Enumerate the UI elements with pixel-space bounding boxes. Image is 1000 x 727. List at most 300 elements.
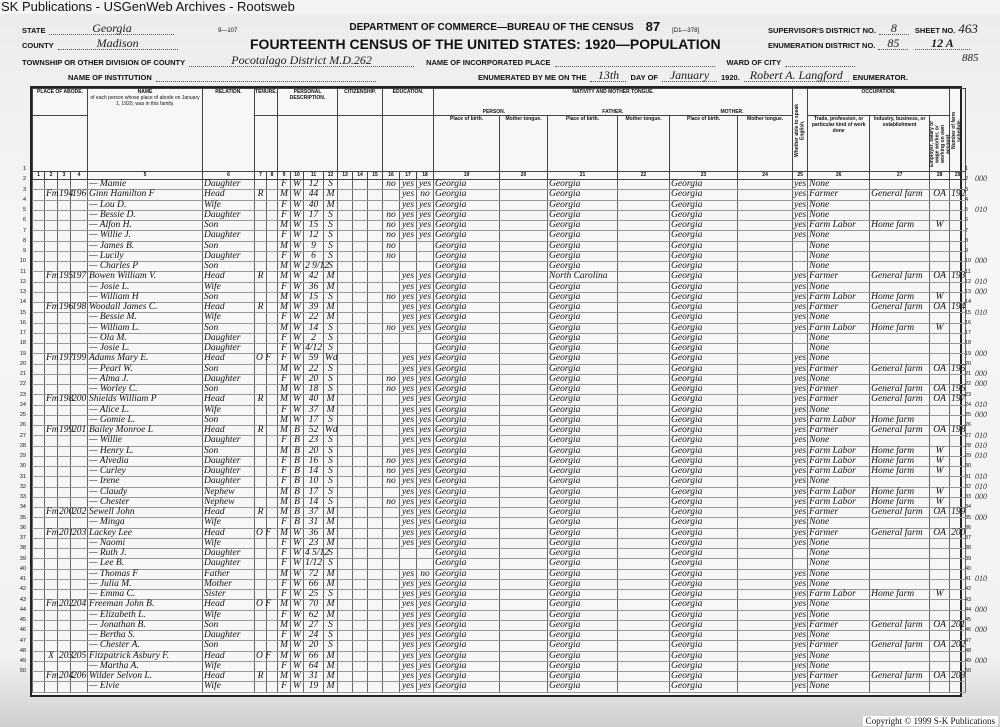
empty-cell [500,292,548,302]
margin-code: 010 [975,276,987,286]
line-number: 44 [19,606,26,613]
industry-cell [870,344,930,354]
mother-birthplace-cell: Georgia [670,231,738,241]
speaks-english-cell: yes [794,681,807,692]
empty-cell [738,313,793,323]
empty-cell [618,682,670,692]
tenure-cell [255,333,267,343]
speaks-english-cell: yes [794,445,807,456]
family-number-cell: 205 [72,650,87,661]
empty-cell [738,600,793,610]
empty-cell [33,344,45,354]
dwelling-number-cell: 203 [59,650,74,661]
birthplace-cell: Georgia [434,180,500,190]
attended-school-cell: no [383,456,400,466]
line-number: 2 [965,176,969,183]
tenure-cell [255,323,267,333]
mother-birthplace-cell: Georgia [670,559,738,569]
mother-birthplace-cell: Georgia [670,251,738,261]
empty-cell [33,354,45,364]
sex-cell: M [278,528,291,538]
empty-cell [738,200,793,210]
line-number: 13 [965,289,972,295]
tenure-cell: R [255,508,267,518]
empty-cell [33,282,45,292]
empty-cell [738,221,793,231]
dwelling-number-cell [58,569,71,579]
can-write-cell: yes [417,426,434,436]
empty-cell [353,528,368,538]
industry-cell: General farm [870,385,930,395]
birthplace-cell: Georgia [434,395,500,405]
attended-school-cell [383,190,400,200]
dwelling-number-cell: 199 [59,425,74,436]
empty-cell [618,241,670,251]
birthplace-cell: Georgia [434,282,500,292]
dwelling-number-cell: 201 [59,527,74,538]
person-name-cell: — Lou D. [88,200,203,210]
farm-schedule-cell: 198 [951,425,966,436]
empty-cell [338,497,353,507]
can-read-cell [400,262,417,272]
race-cell: W [291,241,304,251]
empty-cell [353,210,368,220]
empty-cell [500,395,548,405]
empty-cell [353,251,368,261]
father-birthplace-cell: Georgia [548,446,618,456]
attended-school-cell [383,641,400,651]
father-birthplace-cell: Georgia [548,497,618,507]
empty-cell [738,590,793,600]
empty-cell [368,282,383,292]
speaks-english-cell: yes [794,466,807,477]
mother-birthplace-cell: Georgia [670,313,738,323]
family-number-cell [71,210,88,220]
birthplace-cell: Georgia [434,323,500,333]
occupation-cell: Farm Labor [808,590,870,600]
empty-cell [500,467,548,477]
empty-cell [618,415,670,425]
sex-cell: F [278,231,291,241]
can-write-cell: yes [417,651,434,661]
column-number: 19 [434,172,500,180]
can-read-cell: yes [400,405,417,415]
can-write-cell: yes [417,405,434,415]
farm-schedule-cell [950,282,966,292]
age-cell: 15 [304,221,324,231]
sex-cell: F [278,210,291,220]
family-number-cell: 197 [72,271,87,282]
race-cell: W [291,262,304,272]
column-number: 3 [58,172,71,180]
home-owned-cell [45,569,58,579]
empty-cell [500,426,548,436]
employment-class-cell: W [930,323,950,333]
age-cell: 66 [304,579,324,589]
race-cell: B [291,477,304,487]
mother-birthplace-cell: Georgia [670,487,738,497]
empty-cell [738,446,793,456]
employment-class-cell: W [930,221,950,231]
marital-status-cell: S [324,415,338,425]
can-read-cell: yes [400,374,417,384]
table-row [33,210,966,220]
sex-cell: F [278,590,291,600]
farm-schedule-header [950,89,969,172]
marital-status-cell: S [324,231,338,241]
farm-schedule-cell [950,590,966,600]
speaks-english-cell: yes [794,619,807,630]
occupation-cell: None [808,251,870,261]
table-row [33,600,966,610]
dwelling-number-cell [58,200,71,210]
industry-cell: Home farm [870,415,930,425]
race-cell: W [291,620,304,630]
home-owned-cell [45,549,58,559]
empty-cell [738,251,793,261]
empty-cell [500,180,548,190]
empty-cell [500,374,548,384]
empty-cell [338,374,353,384]
employment-class-cell: W [930,292,950,302]
empty-cell [618,651,670,661]
occupation-cell: Farm Labor [808,292,870,302]
age-cell: 22 [304,364,324,374]
tenure-cell: O F [256,353,272,364]
speaks-english-cell [793,344,808,354]
margin-code: 000 [975,348,987,358]
can-read-cell: yes [400,508,417,518]
empty-cell [33,200,45,210]
father-birthplace-cell: Georgia [548,641,618,651]
occupation-cell: Farmer [808,426,870,436]
mother-birthplace-cell: Georgia [670,354,738,364]
mother-tongue-header: Mother tongue. [738,116,793,172]
can-write-cell: yes [417,672,434,682]
family-number-cell [71,405,88,415]
relation-cell: Nephew [203,487,255,497]
empty-cell [353,579,368,589]
can-read-cell [400,344,417,354]
can-read-cell: yes [400,313,417,323]
can-read-cell: yes [400,446,417,456]
empty-cell [500,221,548,231]
column-number: 2 [45,172,58,180]
sex-cell: M [278,426,291,436]
empty-cell [338,262,353,272]
empty-cell [33,333,45,343]
class-header-text: Employer, salary or wage worker, or working on own account. [929,120,952,167]
empty-cell [618,559,670,569]
empty-cell [618,497,670,507]
empty-cell [33,446,45,456]
empty-cell [267,538,278,548]
empty-cell [738,487,793,497]
line-number: 9 [965,248,969,254]
industry-cell [870,200,930,210]
occupation-cell: Farmer [808,303,870,313]
mother-birthplace-cell: Georgia [670,180,738,190]
race-cell: W [291,374,304,384]
column-number: 8 [267,172,278,180]
can-read-cell: yes [400,590,417,600]
race-cell: W [291,210,304,220]
farm-schedule-cell [950,241,966,251]
can-read-cell: yes [400,385,417,395]
age-cell: 4/12 [305,343,322,354]
empty-cell [338,405,353,415]
column-number: 1 [33,172,45,180]
employment-class-cell: OA [930,303,950,313]
race-cell: W [291,405,304,415]
line-number: 32 [19,483,26,490]
sex-cell: M [278,487,291,497]
can-write-cell: yes [417,610,434,620]
farm-schedule-cell [950,467,966,477]
sex-cell: M [278,292,291,302]
occupation-cell: None [808,374,870,384]
industry-cell [870,682,930,692]
speaks-english-cell: yes [794,486,807,497]
mother-birthplace-cell: Georgia [670,661,738,671]
empty-cell [738,528,793,538]
industry-cell: General farm [870,620,930,630]
employment-class-cell [930,579,950,589]
can-read-cell: yes [400,395,417,405]
empty-cell [618,333,670,343]
tenure-cell [255,467,267,477]
industry-cell [870,477,930,487]
farm-schedule-cell [950,262,966,272]
home-owned-cell [45,313,58,323]
employment-class-cell: OA [930,364,950,374]
person-name-cell: — Mamie [88,180,203,190]
industry-cell: General farm [870,426,930,436]
family-number-cell: 206 [72,671,87,682]
home-owned-cell [45,579,58,589]
line-number: 46 [19,627,26,634]
marital-status-cell: Wd [325,353,338,364]
home-owned-cell: Fm [46,527,59,538]
person-name-cell: — Julia M. [88,579,203,589]
column-number: 24 [738,172,793,180]
employment-class-cell [930,333,950,343]
can-read-cell: yes [400,661,417,671]
marital-status-cell: M [324,661,338,671]
empty-cell [500,303,548,313]
empty-cell [267,251,278,261]
relation-cell: Wife [203,313,255,323]
empty-cell [368,661,383,671]
can-read-cell: yes [400,415,417,425]
can-write-cell: yes [417,477,434,487]
age-cell: 1/12 [305,558,322,569]
age-cell: 66 [304,651,324,661]
empty-cell [618,590,670,600]
occupation-cell: Farm Labor [808,415,870,425]
empty-cell [618,231,670,241]
dwelling-number-cell: 196 [59,302,74,313]
line-number: 7 [965,227,969,234]
empty-cell [338,323,353,333]
relation-cell: Head [203,600,255,610]
table-row [33,190,966,200]
line-number: 37 [19,535,26,541]
father-birthplace-cell: Georgia [548,231,618,241]
family-number-cell [71,374,88,384]
attended-school-cell [383,262,400,272]
empty-cell [338,631,353,641]
race-cell: W [291,579,304,589]
relation-cell: Daughter [203,436,255,446]
age-cell: 6 [304,251,324,261]
industry-cell: Home farm [870,487,930,497]
township-row [22,54,855,67]
employment-class-cell [930,282,950,292]
column-number: 6 [203,172,255,180]
dwelling-number-cell [58,344,71,354]
age-cell: 4 5/12 [305,548,330,559]
person-name-cell: — William H [88,292,203,302]
empty-cell [33,528,45,538]
race-cell: W [291,631,304,641]
empty-cell [500,190,548,200]
empty-cell [267,426,278,436]
tenure-cell [255,518,267,528]
line-number: 15 [19,309,26,316]
can-read-cell: yes [400,190,417,200]
empty-cell [267,231,278,241]
relation-cell: Wife [203,282,255,292]
speaks-english-cell: yes [794,230,807,241]
empty-cell [338,456,353,466]
dwelling-number-cell [58,415,71,425]
relation-cell: Head [203,190,255,200]
marital-status-cell: S [324,559,338,569]
farm-schedule-cell: 194 [951,302,966,313]
empty-cell [267,559,278,569]
employment-class-cell [930,631,950,641]
line-number: 50 [19,668,26,675]
occupation-cell: None [808,231,870,241]
sex-cell: F [278,477,291,487]
race-cell: W [291,672,304,682]
empty-cell [267,641,278,651]
farm-schedule-cell [950,313,966,323]
marital-status-cell: S [324,446,338,456]
census-sheet [0,14,1000,727]
sex-cell: M [278,323,291,333]
father-birthplace-cell: Georgia [548,344,618,354]
father-birthplace-cell: Georgia [548,364,618,374]
relation-cell: Daughter [203,456,255,466]
marital-status-cell: S [324,374,338,384]
empty-cell [618,180,670,190]
empty-cell [738,497,793,507]
empty-cell [33,385,45,395]
farm-schedule-cell: 201 [951,619,966,630]
industry-cell [870,610,930,620]
father-birthplace-cell: Georgia [548,600,618,610]
family-number-cell [71,415,88,425]
attended-school-cell: no [383,210,400,220]
department-heading: DEPARTMENT OF COMMERCE—BUREAU OF THE CENSUS [349,22,634,33]
birthplace-cell: Georgia [434,344,500,354]
empty-cell [267,549,278,559]
can-write-cell [417,559,434,569]
age-cell: 2 [304,333,324,343]
empty-cell [33,251,45,261]
empty-cell [368,651,383,661]
sex-cell: M [278,241,291,251]
table-row [33,333,966,343]
line-number: 24 [19,401,26,408]
age-cell: 37 [304,405,324,415]
family-number-cell: 202 [72,507,87,518]
race-cell: B [291,467,304,477]
home-owned-cell [45,538,58,548]
race-cell: W [291,333,304,343]
empty-cell [618,374,670,384]
birthplace-cell: Georgia [434,354,500,364]
occupation-cell: Farm Labor [808,221,870,231]
dwelling-number-cell [58,323,71,333]
line-number: 28 [965,442,972,449]
occupation-cell: None [808,559,870,569]
family-number-cell: 198 [72,302,87,313]
race-cell: B [291,426,304,436]
birthplace-cell: Georgia [434,651,500,661]
marital-status-cell: S [324,241,338,251]
age-cell: 42 [304,272,324,282]
farm-schedule-cell [950,456,966,466]
tenure-cell [255,446,267,456]
marital-status-cell: S [324,456,338,466]
empty-cell [267,395,278,405]
line-number: 24 [965,401,972,408]
occupation-cell: Farmer [808,641,870,651]
empty-cell [618,672,670,682]
personal-header: PERSONAL DESCRIPTION. [278,89,338,116]
can-write-cell: yes [417,323,434,333]
empty-cell [500,262,548,272]
empty-cell [33,600,45,610]
home-owned-cell [45,436,58,446]
empty-cell [338,600,353,610]
empty-cell [368,200,383,210]
father-birthplace-cell: Georgia [548,333,618,343]
farm-schedule-cell [950,374,966,384]
column-number: 22 [618,172,670,180]
family-number-cell [71,631,88,641]
farm-schedule-cell [950,344,966,354]
employment-class-cell: OA [930,641,950,651]
empty-cell [368,549,383,559]
empty-cell [353,333,368,343]
dwelling-number-cell [58,538,71,548]
birthplace-cell: Georgia [434,190,500,200]
line-number: 25 [19,412,26,418]
mother-birthplace-cell: Georgia [670,538,738,548]
empty-cell [738,559,793,569]
empty-cell [267,210,278,220]
speaks-english-cell: yes [794,312,807,323]
farm-schedule-cell: 202 [951,640,966,651]
occupation-cell: None [808,344,870,354]
empty-cell [618,661,670,671]
person-name-cell: — Josie L. [88,344,203,354]
can-read-cell: yes [400,620,417,630]
